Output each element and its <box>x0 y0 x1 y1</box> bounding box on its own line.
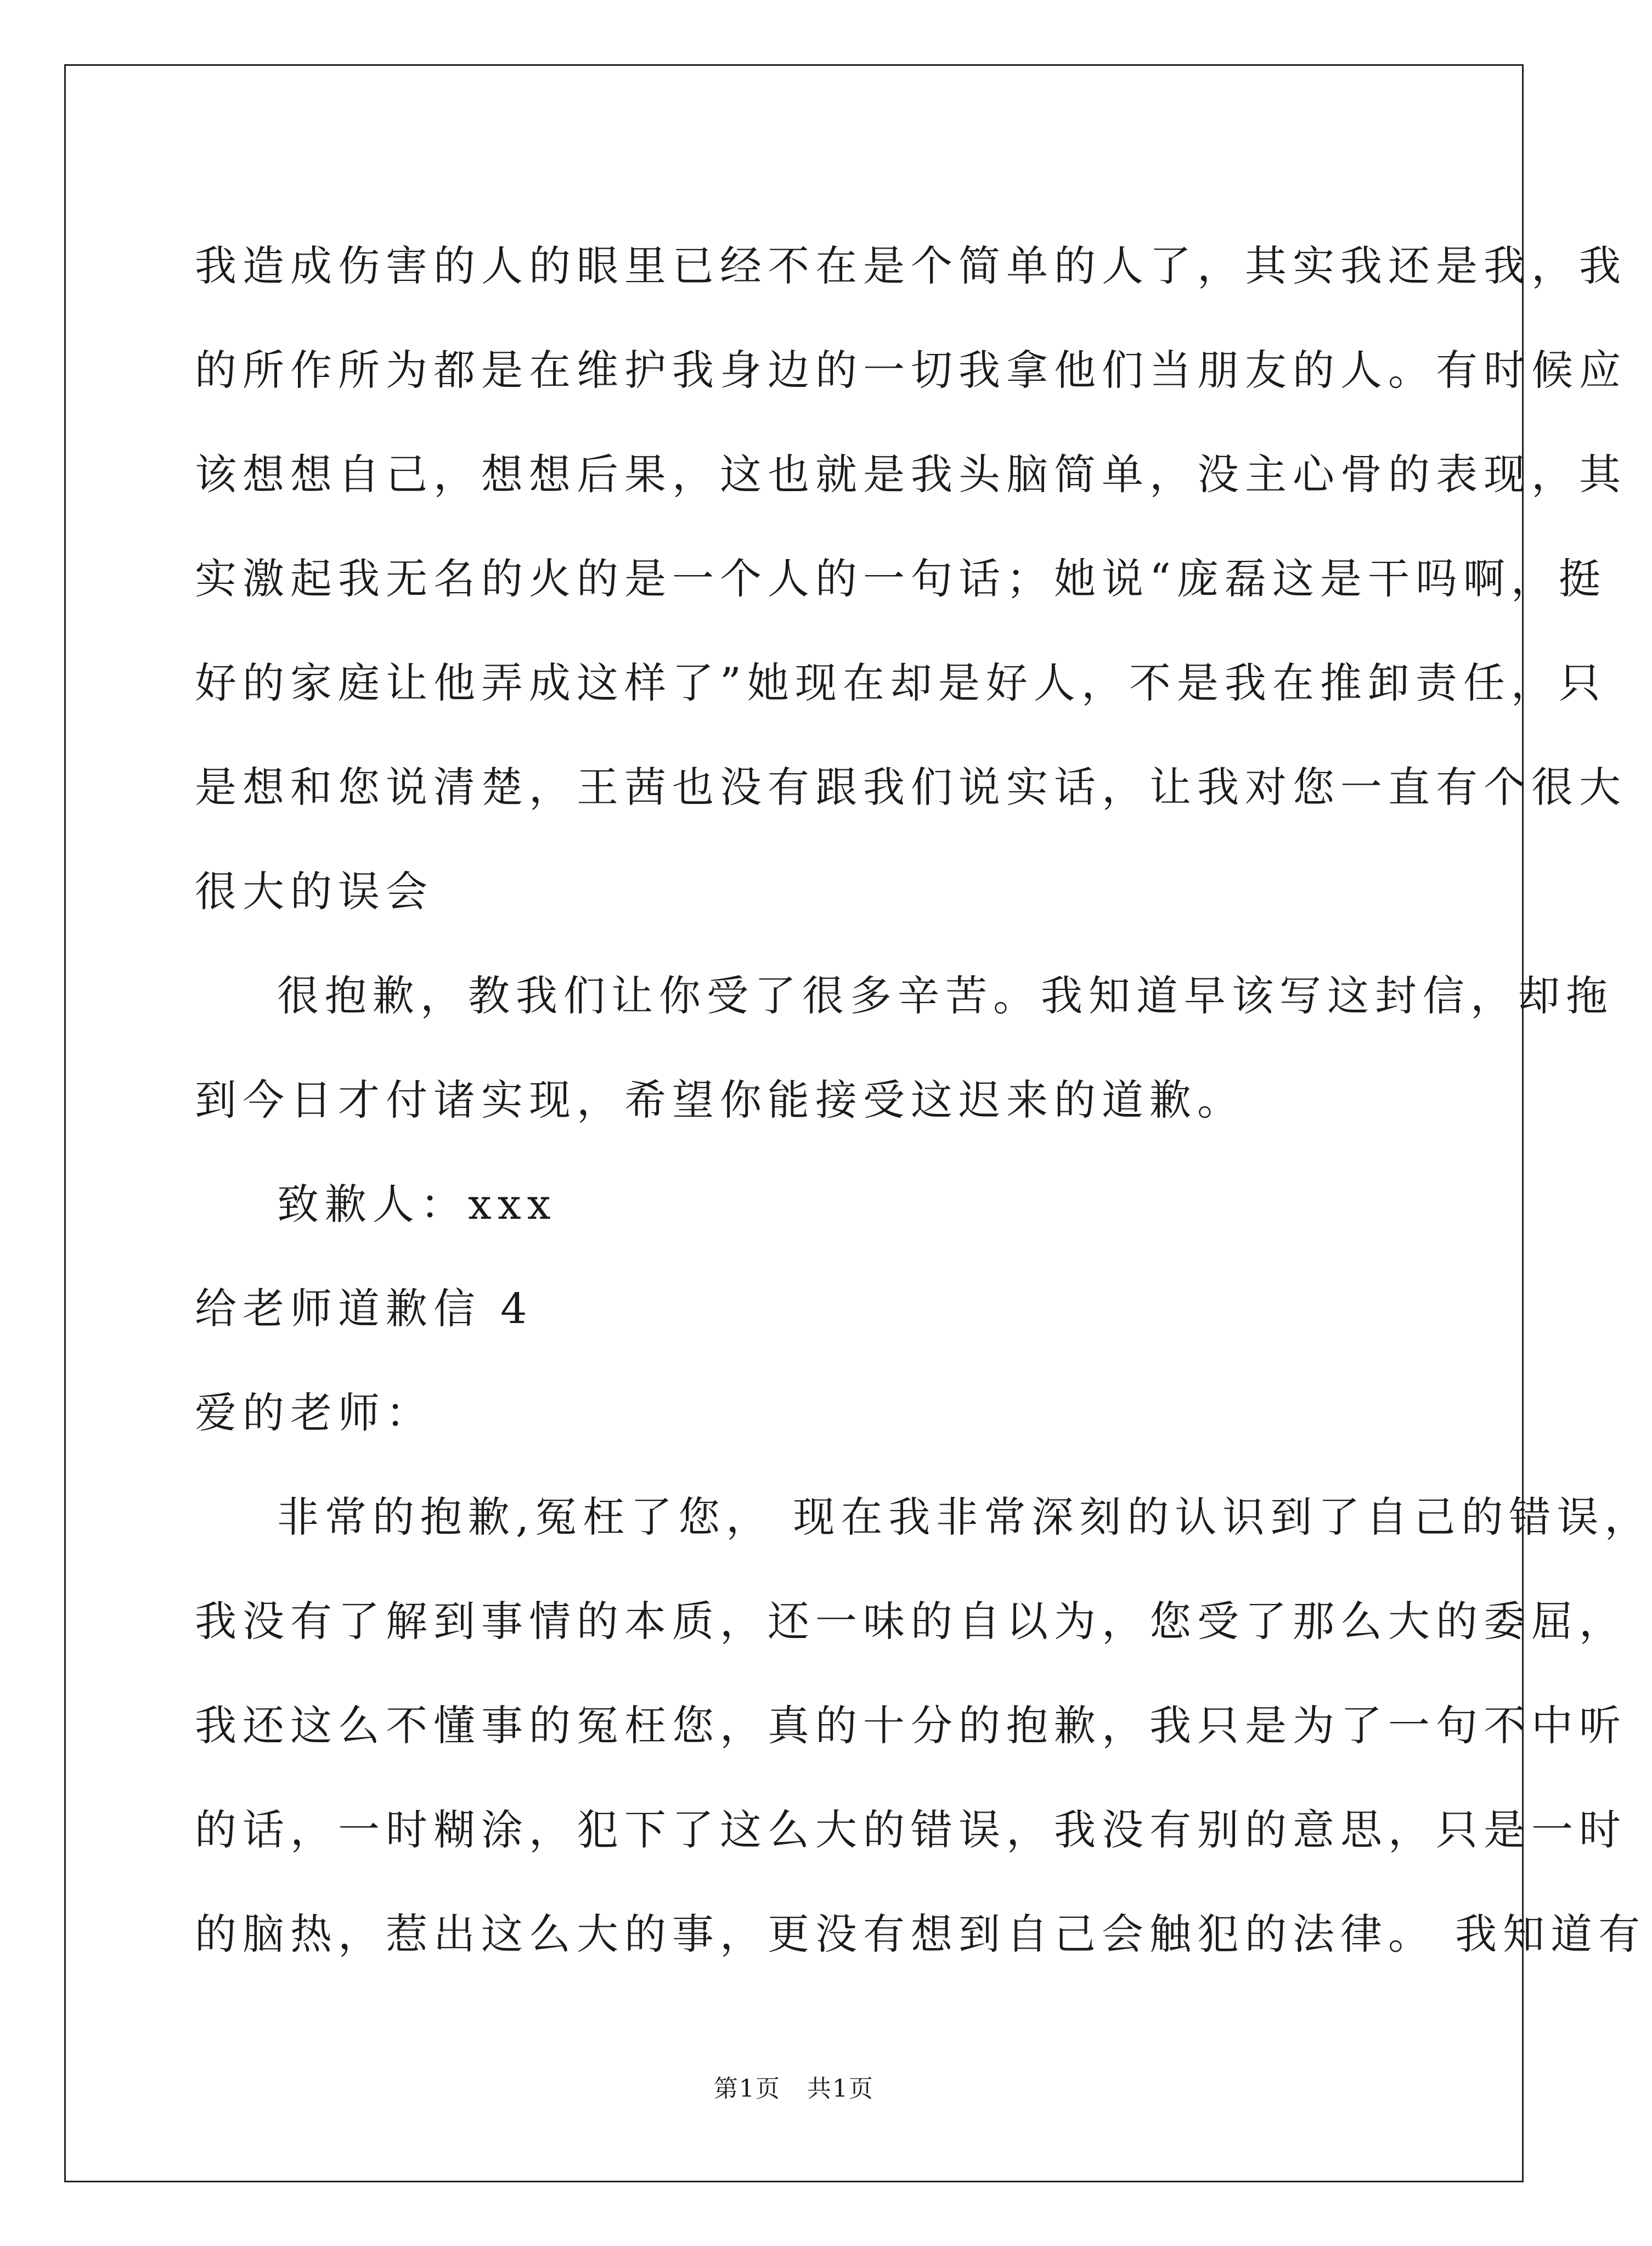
text-line: 我没有了解到事情的本质，还一味的自以为，您受了那么大的委屈， <box>195 1597 1627 1646</box>
signature-line: 致歉人：xxx <box>277 1180 557 1229</box>
text-line: 的话，一时糊涂，犯下了这么大的错误，我没有别的意思，只是一时 <box>195 1805 1627 1854</box>
section-title: 给老师道歉信 4 <box>195 1284 533 1333</box>
text-line: 我还这么不懂事的冤枉您，真的十分的抱歉，我只是为了一句不中听 <box>195 1701 1627 1750</box>
text-line: 我造成伤害的人的眼里已经不在是个简单的人了，其实我还是我，我 <box>195 241 1627 290</box>
text-line: 很抱歉，教我们让你受了很多辛苦。我知道早该写这封信，却拖 <box>277 971 1614 1020</box>
text-line: 很大的误会 <box>195 867 433 916</box>
letter-body <box>195 214 1652 1986</box>
text-line: 实激起我无名的火的是一个人的一句话；她说“庞磊这是干吗啊，挺 <box>195 554 1606 603</box>
text-line: 到今日才付诸实现，希望你能接受这迟来的道歉。 <box>195 1076 1245 1124</box>
text-line: 好的家庭让他弄成这样了”她现在却是好人，不是我在推卸责任，只 <box>195 658 1606 707</box>
text-line: 的脑热，惹出这么大的事，更没有想到自己会触犯的法律。 我知道有 <box>195 1910 1647 1958</box>
text-line: 该想想自己，想想后果，这也就是我头脑简单，没主心骨的表现，其 <box>195 450 1627 499</box>
salutation: 爱的老师： <box>195 1388 433 1437</box>
text-line: 是想和您说清楚，王茜也没有跟我们说实话，让我对您一直有个很大 <box>195 763 1627 812</box>
text-line: 非常的抱歉,冤枉了您， 现在我非常深刻的认识到了自己的错误， <box>277 1493 1652 1541</box>
text-line: 的所作所为都是在维护我身边的一切我拿他们当朋友的人。有时候应 <box>195 346 1627 395</box>
page-number-footer: 第1页 共1页 <box>714 2075 874 2103</box>
